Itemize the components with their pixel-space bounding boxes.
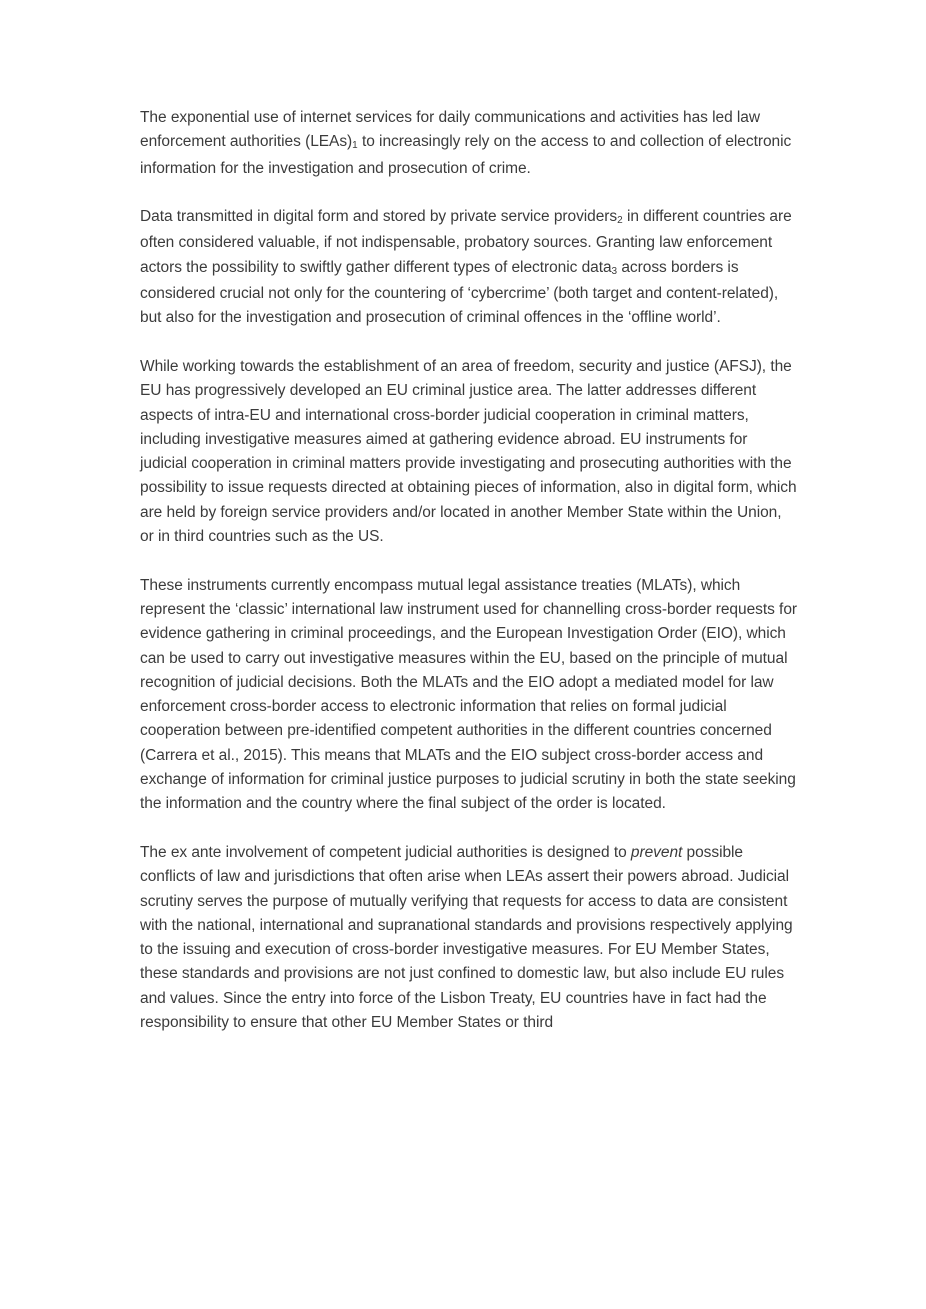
text-run: The ex ante involvement of competent judicial authorities is designed to — [140, 843, 631, 861]
text-run: While working towards the establishment of an area of freedom, security and justice (AFSJ), the EU has progressively developed an EU criminal justice area. The latter addresses different aspects of intra-EU and international cross-border judicial cooperation in criminal matters, including investigative measures aimed at gathering evidence abroad. EU instruments for judicial cooperation in criminal matters provide investigating and prosecuting authorities with the possibility to issue requests directed at obtaining pieces of information, also in digital form, which are held by foreign service providers and/or located in another Member State within the Union, or in third countries such as the US. — [140, 357, 797, 546]
emphasis-text: prevent — [630, 843, 683, 861]
text-run: across borders is considered crucial not only for the countering of ‘cybercrime’ (both target and content-related), but also for the investigation and prosecution of criminal offences in the ‘offline world’. — [140, 258, 779, 327]
footnote-reference: 3 — [611, 265, 618, 277]
text-run: These instruments currently encompass mutual legal assistance treaties (MLATs), which represent the ‘classic’ international law instrument used for channelling cross-border requests for evidence gathering in criminal proceedings, and the European Investigation Order (EIO), which can be used to carry out investigative measures within the EU, based on the principle of mutual recognition of judicial decisions. Both the MLATs and the EIO adopt a mediated model for law enforcement cross-border access to electronic information that relies on formal judicial cooperation between pre-identified competent authorities in the different countries concerned (Carrera et al., 2015). This means that MLATs and the EIO subject cross-border access and exchange of information for criminal justice purposes to judicial scrutiny in both the state seeking the information and the country where the final subject of the order is located. — [140, 576, 797, 813]
text-run: to increasingly rely on the access to and collection of electronic information for the investigation and prosecution of crime. — [140, 133, 792, 177]
text-run: Data transmitted in digital form and stored by private service providers — [140, 208, 618, 226]
footnote-reference: 1 — [352, 140, 358, 152]
text-run: The exponential use of internet services for daily communications and activities has led law enforcement authorities (LEAs) — [140, 109, 761, 151]
text-run: possible conflicts of law and jurisdictions that often arise when LEAs assert their powers abroad. Judicial scrutiny serves the purpose of mutually verifying that requests for access to data are consistent with the national, international and supranational standards and provisions respectively applying to the issuing and execution of cross-border investigative measures. For EU Member States, these standards and provisions are not just confined to domestic law, but also include EU rules and values. Since the entry into force of the Lisbon Treaty, EU countries have in fact had the responsibility to ensure that other EU Member States or third — [140, 843, 793, 1031]
paragraph — [140, 106, 798, 181]
paragraph — [140, 574, 798, 817]
paragraph — [140, 841, 798, 1035]
paragraph-container — [140, 106, 798, 1060]
text-run: in different countries are often considered valuable, if not indispensable, probatory sources. Granting law enforcement actors the possibility to swiftly gather different types of electronic data — [140, 208, 792, 276]
paragraph — [140, 355, 798, 549]
footnote-reference: 2 — [617, 215, 623, 227]
paragraph — [140, 205, 798, 330]
